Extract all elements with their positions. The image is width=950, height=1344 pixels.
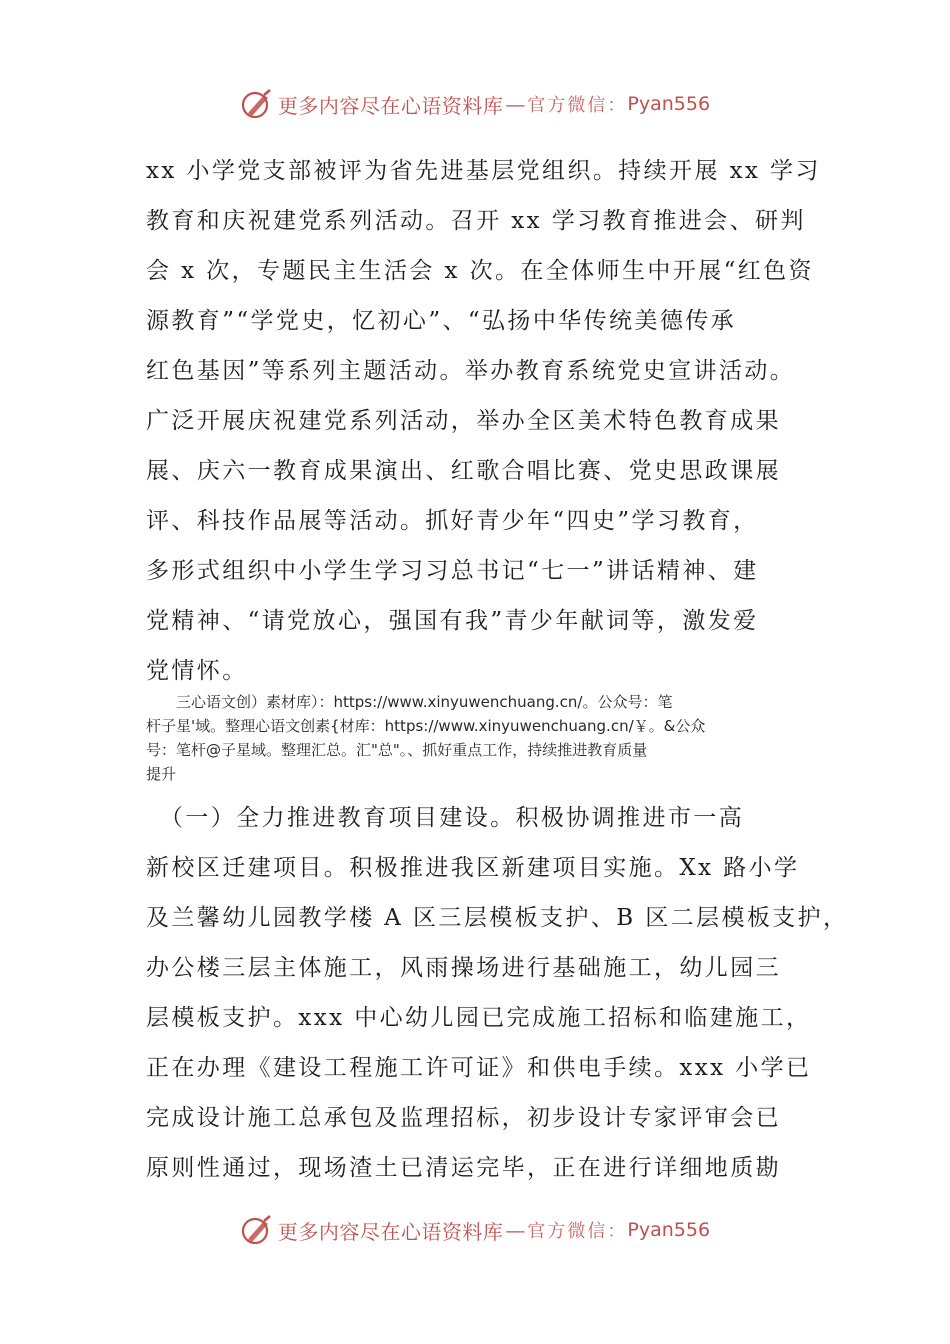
text-line: 红色基因”等系列主题活动。举办教育系统党史宣讲活动。 xyxy=(146,358,796,384)
source-note xyxy=(146,690,806,786)
text-line: xx 小学党支部被评为省先进基层党组织。持续开展 xx 学习 xyxy=(146,158,821,184)
note-line: 杆子星'域。整理心语文创素{材库：https://www.xinyuwenchuang.cn/￥。&公众 xyxy=(146,717,706,735)
text-line: 层模板支护。xxx 中心幼儿园已完成施工招标和临建施工， xyxy=(146,1005,812,1031)
banner-wechat-label: 官方微信： xyxy=(527,95,628,116)
text-line: 广泛开展庆祝建党系列活动，举办全区美术特色教育成果 xyxy=(146,408,781,434)
banner-brand: 更多内容尽在心语资料库 xyxy=(277,93,504,118)
text-line: 源教育”“学党史，忆初心”、“弘扬中华传统美德传承 xyxy=(146,308,737,334)
text-line: 评、科技作品展等活动。抓好青少年“四史”学习教育， xyxy=(146,508,759,534)
text-line: 党情怀。 xyxy=(146,658,248,684)
header-banner xyxy=(0,84,950,124)
text-line: 原则性通过，现场渣土已清运完毕，正在进行详细地质勘 xyxy=(146,1155,781,1181)
text-line: 展、庆六一教育成果演出、红歌合唱比赛、党史思政课展 xyxy=(146,458,781,484)
banner-wechat-id: Pyan556 xyxy=(627,93,711,115)
footer-banner xyxy=(0,1210,950,1250)
text-line: 正在办理《建设工程施工许可证》和供电手续。xxx 小学已 xyxy=(146,1055,812,1081)
text-line: 会 x 次，专题民主生活会 x 次。在全体师生中开展“红色资 xyxy=(146,258,814,284)
banner-wechat-label: 官方微信： xyxy=(527,1221,628,1242)
note-line: 提升 xyxy=(146,765,177,783)
pen-logo-icon xyxy=(240,87,274,121)
text-line: 完成设计施工总承包及监理招标，初步设计专家评审会已 xyxy=(146,1105,781,1131)
text-line: 教育和庆祝建党系列活动。召开 xx 学习教育推进会、研判 xyxy=(146,208,806,234)
text-line: 及兰馨幼儿园教学楼 A 区三层模板支护、B 区二层模板支护， xyxy=(146,905,849,931)
banner-brand: 更多内容尽在心语资料库 xyxy=(277,1219,504,1244)
text-line: （一）全力推进教育项目建设。积极协调推进市一高 xyxy=(146,805,745,831)
pen-logo-icon xyxy=(240,1213,274,1247)
banner-dash: — xyxy=(505,1218,526,1242)
text-line: 办公楼三层主体施工，风雨操场进行基础施工，幼儿园三 xyxy=(146,955,781,981)
body-paragraph-2 xyxy=(146,793,849,1193)
text-line: 党精神、“请党放心，强国有我”青少年献词等，激发爱 xyxy=(146,608,759,634)
body-paragraph-1 xyxy=(146,146,821,696)
note-line: 号：笔杆@子星域。整理汇总。汇"总"。、抓好重点工作，持续推进教育质量 xyxy=(146,741,648,759)
banner-dash: — xyxy=(505,92,526,116)
note-line: 三心语文创）素材库）：https://www.xinyuwenchuang.cn/。公众号：笔 xyxy=(146,693,673,711)
banner-wechat-id: Pyan556 xyxy=(627,1219,711,1241)
text-line: 多形式组织中小学生学习习总书记“七一”讲话精神、建 xyxy=(146,558,759,584)
text-line: 新校区迁建项目。积极推进我区新建项目实施。Xx 路小学 xyxy=(146,855,800,881)
